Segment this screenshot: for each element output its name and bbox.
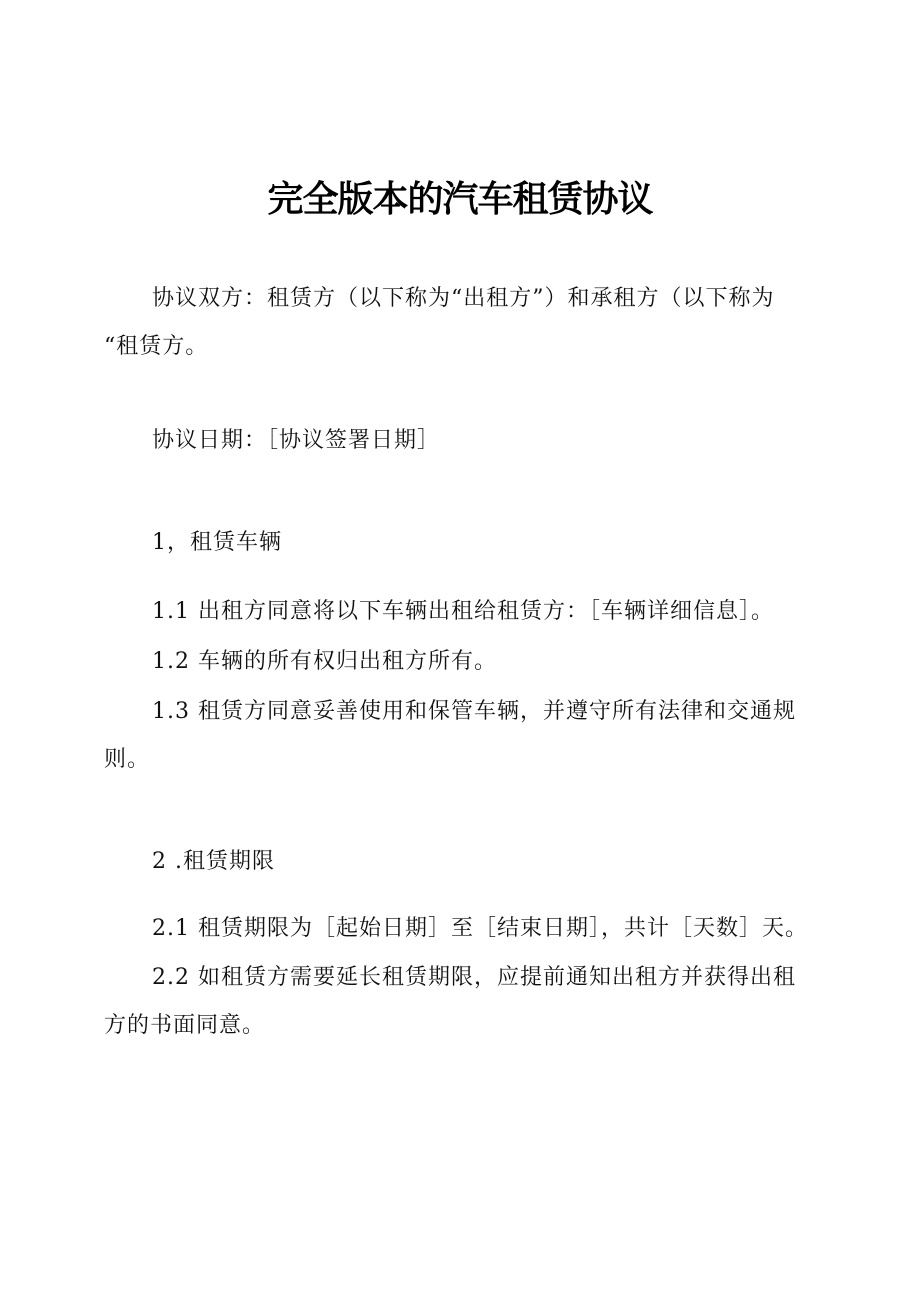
section-1-heading: 1，租赁车辆 [152,530,282,555]
clause-1-3-line-2: 则。 [104,747,151,772]
section-2-heading: 2 .租赁期限 [152,849,275,874]
parties-line-1: 协议双方：租赁方（以下称为“出租方”）和承租方（以下称为 [152,286,775,311]
document-title: 完全版本的汽车租赁协议 [267,179,653,220]
clause-1-3-line-1: 1.3 租赁方同意妥善使用和保管车辆，并遵守所有法律和交通规 [152,699,796,724]
clause-2-1: 2.1 租赁期限为［起始日期］至［结束日期］，共计［天数］天。 [152,916,808,941]
parties-line-2: “租赁方。 [104,334,209,359]
agreement-date: 协议日期：［协议签署日期］ [152,428,441,453]
clause-1-2: 1.2 车辆的所有权归出租方所有。 [152,649,497,674]
clause-2-2-line-1: 2.2 如租赁方需要延长租赁期限，应提前通知出租方并获得出租 [152,965,796,990]
clause-2-2-line-2: 方的书面同意。 [104,1013,266,1038]
clause-1-1: 1.1 出租方同意将以下车辆出租给租赁方：［车辆详细信息］。 [152,599,774,624]
